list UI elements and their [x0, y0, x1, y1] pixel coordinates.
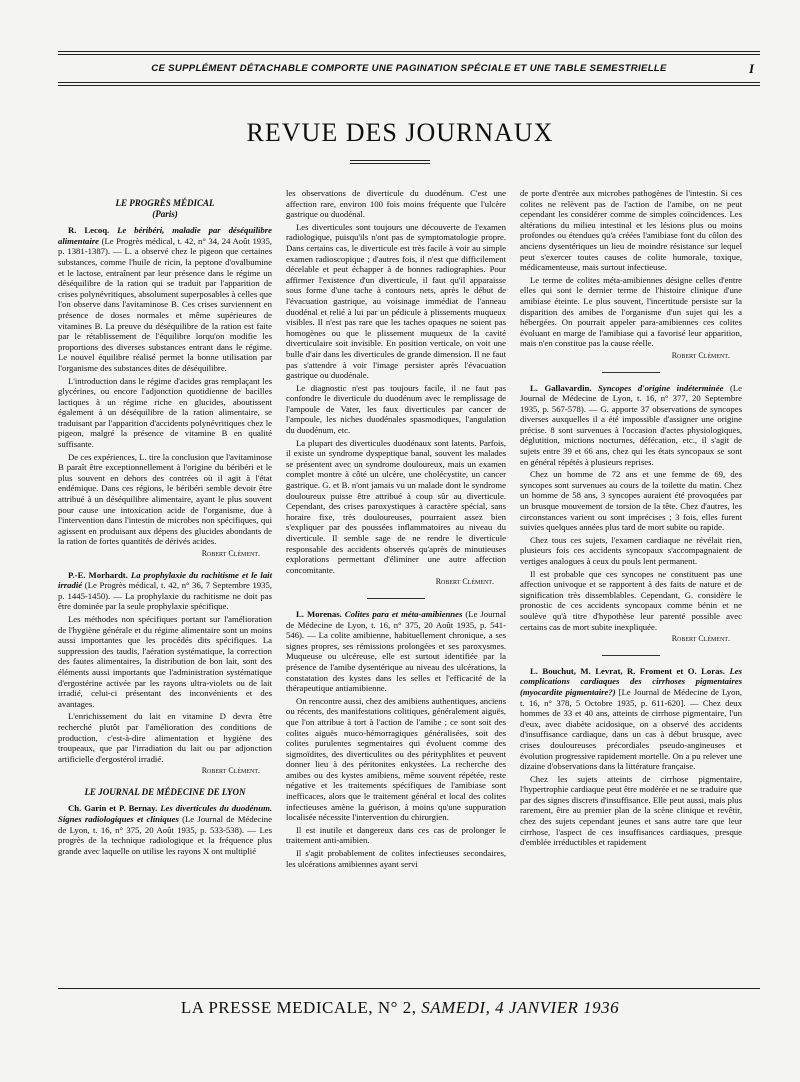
article-title: Les diverticules du duodénum. Signes radiologiques et cliniques [58, 803, 273, 825]
article-author: L. Bouchut, M. Levrat, R. Froment et O. Loras. [530, 665, 725, 676]
article-body: (Le Progrès médical, t. 42, n° 36, 7 Septembre 1935, p. 1445-1450). — La prophylaxie du rachitisme ne doit pas être dominée par la seule prophylaxie spécifique. [58, 580, 273, 612]
article-gallavardin [520, 383, 742, 468]
section-heading: LE JOURNAL DE MÉDECINE DE LYON [84, 786, 246, 797]
section-subheading: (Paris) [152, 208, 178, 219]
page-footer [0, 998, 800, 1018]
paragraph: La plupart des diverticules duodénaux sont latents. Parfois, il existe un syndrome dyspeptique banal, souvent les malades se présentent avec un syndrome douloureux, mais un examen complet montre à côté un ulcère, une cholécystite, un cancer gastrique. G. et B. n'ont jamais vu un malade dont le syndrome douloureux puisse être attribué à coup sûr au diverticule. Cependant, des crises paroxystiques à caractère spécial, sans horaire fixe, très douloureuses, pourraient assez bien s'expliquer par des poussées inflammatoires au niveau du diverticule. Il semble sage de ne rendre le diverticule responsable des accidents observés qu'après de minutieuses explorations permettant d'éliminer une autre affection concomitante. [286, 437, 506, 575]
page-title: REVUE DES JOURNAUX [246, 118, 554, 147]
top-rule [58, 51, 760, 52]
signature: Robert Clément. [671, 634, 730, 644]
page-number: I [748, 61, 754, 76]
signature: Robert Clément. [201, 766, 260, 776]
paragraph: Le diagnostic n'est pas toujours facile, il ne faut pas confondre le diverticule du duodénum avec le remplissage de l'ampoule de Vater, les faux diverticules par cancer de l'ampoule, les niches duodénales spasmodiques, l'angulation du duodénum, etc. [286, 382, 506, 436]
article-author: L. Morenas. [296, 608, 342, 619]
article-bouchut [520, 666, 742, 772]
article-title: Les complications cardiaques des cirrhoses pigmentaires (myocardite pigmentaire?) [520, 665, 742, 697]
signature: Robert Clément. [435, 577, 494, 587]
paragraph: L'enrichissement du lait en vitamine D devra être recherché plutôt par l'amélioration des conditions de production, c'est-à-dire alimentation et hygiène des troupeaux, que par l'irradiation du lait ou par adjonction artificielle d'ergostérol irradié. [58, 711, 272, 764]
column-2 [286, 188, 506, 871]
footer-rule [58, 988, 760, 989]
paragraph: Les méthodes non spécifiques portant sur l'amélioration de l'hygiène générale et du régime alimentaire sont un moins aussi importantes que les procédés dits spécifiques. La suppression des taudis, l'aération systématique, la correction des fautes alimentaires, la distribution de bon lait, sont des éléments aussi importants que l'administration systématique d'ergostérine activée par les rayons ultra-violets ou de lait irradié, celui-ci présentant des inconvénients et des avantages. [58, 613, 272, 709]
signature: Robert Clément. [671, 350, 730, 360]
paragraph: Il est probable que ces syncopes ne constituent pas une affection univoque et se rapportent à des faits de nature et de signification très dissemblables. Cependant, G. considère le pronostic de ces accidents syncopaux comme bénin et ne soulève qu'à titre d'hypothèse leur parenté possible avec certains cas de mort subite inexpliquée. [520, 568, 742, 632]
article-body: (Le Progrès médical, t. 42, n° 34, 24 Août 1935, p. 1381-1387). — L. a observé chez le pigeon que certaines substances, comme l'huile de ricin, la peptone d'ovalbumine et le lactose, entraînent par leur présence dans le régime un déséquilibre de la ration qui se traduit par l'apparition de crises polynévritiques, absolument superposables à celles que l'on observe dans l'avitaminose B. Ces crises surviennent en présence de doses normales et même supérieures de vitamines B. La preuve du déséquilibre de la ration est faite par le rétablissement de l'équilibre lorqu'on modifie les proportions des diverses substances entrant dans le régime. Le nouvel équilibre réalisé permet la bonne utilisation par l'organisme des substances dites de déséquilibre. [58, 235, 272, 373]
paragraph: Le terme de colites méta-amibiennes désigne celles d'entre elles qui sont le dernier terme de l'histoire clinique d'une amibiase éteinte. Le plus souvent, l'incertitude persiste sur la disparition des amibes de l'organisme d'un sujet qui les a hébergées. On pourrait appeler para-amibiennes ces colites évoluant en marge de l'amibiase qui a favorisé leur apparition, mais n'en constitue pas la cause réelle. [520, 274, 742, 349]
article-title: Le béribéri, maladie par déséquilibre alimentaire [58, 225, 272, 246]
article-body: (Le Journal de Médecine de Lyon, t. 16, n° 375, 20 Août 1935, p. 533-538). — Les progrès de la technique radiologique et la fréquence plus grande avec laquelle on utilise les rayons X ont multiplié [58, 814, 272, 856]
paragraph: Chez un homme de 72 ans et une femme de 69, des syncopes sont survenues au cours de la toilette du matin. Chez un homme de 58 ans, 3 syncopes auraient été provoquées par un brusque mouvement de torsion de la tête. Chez d'autres, les circonstances varient ou sont imprécises ; 3 fois, elles furent suivies quelques années plus tard de mort subite ou rapide. [520, 469, 742, 533]
paragraph: De ces expériences, L. tire la conclusion que l'avitaminose B paraît être exceptionnellement à l'origine du béribéri et le plus souvent en dehors des contrées où il agit à l'état endémique. Dans ces régions, le béribéri semble devoir être attribué à un déséquilibre alimentaire, ayant le plus souvent pour cause une intoxication acide de l'organisme, due à l'intervention dans l'intestin de microbes non spécifiques, qui agissent en produisant aux dépens des glucides abondants de la ration de fortes quantités de dérivés acides. [58, 451, 272, 547]
article-morhardt [58, 570, 272, 612]
article-body: (Le Journal de Médecine de Lyon, t. 16, n° 375, 20 Août 1935, p. 541-546). — La colite amibienne, habituellement chronique, a ses signes propres, ses rémissions prolongées et ses paroxysmes. Muqueuse ou ulcéreuse, elle est surtout identifiée par la présence de l'amibe dysentérique au niveau des ulcérations, la constatation des kystes dans les selles et l'efficacité de la thérapeutique antiamibienne. [286, 608, 507, 694]
signature: Robert Clément. [201, 549, 260, 558]
band-bottom-rule [58, 82, 760, 83]
paragraph: Chez tous ces sujets, l'examen cardiaque ne révélait rien, plusieurs fois ces accidents syncopaux s'accompagnaient de vertiges analogues à ceux du pouls lent permanent. [520, 534, 742, 566]
title-rule-2 [350, 163, 430, 164]
issue-date: SAMEDI, 4 JANVIER 1936 [421, 998, 620, 1017]
article-separator [602, 655, 660, 656]
article-garin-bernay [58, 803, 272, 856]
article-author: R. Lecoq. [68, 225, 110, 236]
band-bottom-rule-2 [58, 85, 760, 86]
article-body: [Le Journal de Médecine de Lyon, t. 16, n° 378, 5 Octobre 1935, p. 611-620]. — Chez deux hommes de 33 et 40 ans, atteints de cirrhose pigmentaire, l'un d'eux, avec diabète acidosique, on a observé des accidents d'insuffisance cardiaque, dans un cas à début brusque, avec crises douloureuses précordiales pseudo-angineuses et évolution progressive rapidement mortelle. On a pu relever une dizaine d'observations dans la littérature française. [520, 686, 743, 772]
article-lecoq [58, 225, 272, 373]
paragraph: Il s'agit probablement de colites infectieuses secondaires, les ulcérations amibiennes ayant servi [286, 848, 506, 869]
paragraph: Il est inutile et dangereux dans ces cas de prolonger le traitement anti-amibien. [286, 824, 506, 846]
paragraph: L'introduction dans le régime d'acides gras remplaçant les glycérines, ou encore l'adjonction quotidienne de bacilles lactiques à un régime riche en glucides, aboutissent également à un déséquilibre de la ration alimentaire, se traduisant par l'apparition d'accidents polynévritiques chez le pigeon, malgré la présence de vitamine B en qualité suffisante. [58, 375, 272, 450]
title-rule [350, 160, 430, 161]
paragraph: les observations de diverticule du duodénum. C'est une affection rare, environ 100 fois moins fréquente que l'ulcère gastrique ou duodénal. [286, 188, 506, 220]
article-author: Ch. Garin et P. Bernay. [68, 803, 158, 814]
article-morenas [286, 609, 506, 694]
section-heading: LE PROGRÈS MÉDICAL [115, 198, 215, 208]
article-separator [367, 598, 425, 599]
paragraph: On rencontre aussi, chez des amibiens authentiques, anciens ou récents, des manifestations colitiques, généralement aiguës, que l'on attribue à tort à l'action de l'amibe ; ce sont soit des colites aiguës muco-hémorragiques généralisées, soit des colites purulentes segmentaires qui évoluent comme des sigmoïdites, des diverticulites ou des pérityphlites et peuvent donner lieu à des péritonites enkystées. La recherche des amibes ou des kystes amibiens, même souvent répétée, reste négative et les traitements spécifiques de l'amibiase sont inefficaces, alors que le traitement général et local des colites infectieuses amène la guérison, à moins qu'une suppuration localisée nécessite l'intervention du chirurgien. [286, 695, 506, 823]
paragraph: de porte d'entrée aux microbes pathogènes de l'intestin. Si ces colites ne relèvent pas de l'action de l'amibe, on ne peut cependant les considérer comme de simples coïncidences. Les altérations du milieu intestinal et les lésions plus ou moins profondes ou étendues qu'a créées l'amibiase font du côlon des anciens dysentériques un lieu de moindre résistance sur lequel peut s'exercer toutes causes de colite humorale, toxique, médicamenteuse, mais surtout infectieuse. [520, 188, 742, 273]
column-3 [520, 188, 742, 850]
article-title: Syncopes d'origine indéterminée [598, 382, 724, 393]
top-rule-2 [58, 54, 760, 55]
article-title: La prophylaxie du rachitisme et le lait irradié [58, 569, 272, 591]
article-body: (Le Journal de Médecine de Lyon, t. 16, n° 377, 20 Septembre 1935, p. 567-578). — G. apporte 37 observations de syncopes diverses auxquelles il a été impossible d'assigner une origine précise. 8 sont survenues à l'occasion d'actes physiologiques, déglutition, mictions nocturnes, défécation, etc., il s'agit de sujets entre 39 et 66 ans, chez qui les états syncopaux se sont en général répétés à plusieurs reprises. [520, 382, 743, 467]
article-separator [602, 372, 660, 373]
article-author: P.-E. Morhardt. [68, 569, 128, 580]
issue-number: N° 2, [377, 998, 417, 1017]
journal-name: LA PRESSE MEDICALE, [180, 998, 374, 1017]
column-1 [58, 188, 272, 858]
paragraph: Les diverticules sont toujours une découverte de l'examen radiologique, puisqu'ils n'ont pas de symptomatologie propre. Dans certains cas, le diverticule est très facile à voir au simple examen radioscopique ; d'autres fois, il n'est que difficilement décelable et peut échapper à de bonnes radiographies. Pour affirmer l'existence d'un diverticule, il faut qu'il apparaisse sous forme d'une tache à contours nets, après le début de l'évacuation gastrique, au voisinage immédiat de l'anneau duodénal et relié à lui par un pédicule à plissements muqueux visibles. Il n'est pas rare que les taches opaques ne soient pas homogènes ou que le plissement muqueux de la cavité diverticulaire soit invisible. En position verticale, on voit une bulle d'air dans les diverticules de grande dimension. Il ne faut pas s'attendre à voir l'image persister après l'évacuation gastrique ou duodénale. [286, 221, 506, 381]
paragraph: Chez les sujets atteints de cirrhose pigmentaire, l'hypertrophie cardiaque peut être modérée et ne se traduire que par des signes discrets d'insuffisance. Elle peut aussi, mais plus rarement, être au premier plan de la scène clinique et revêtir, chez des sujets cependant jeunes et sans autre tare que leur cirrhose, l'aspect de ces insuffisances cardiaques, presque d'emblée irréductibles et rapidement [520, 773, 742, 848]
supplement-notice: CE SUPPLÉMENT DÉTACHABLE COMPORTE UNE PAGINATION SPÉCIALE ET UNE TABLE SEMESTRIELLE [151, 63, 667, 74]
article-author: L. Gallavardin. [530, 382, 592, 393]
article-title: Colites para et méta-amibiennes [344, 608, 463, 619]
